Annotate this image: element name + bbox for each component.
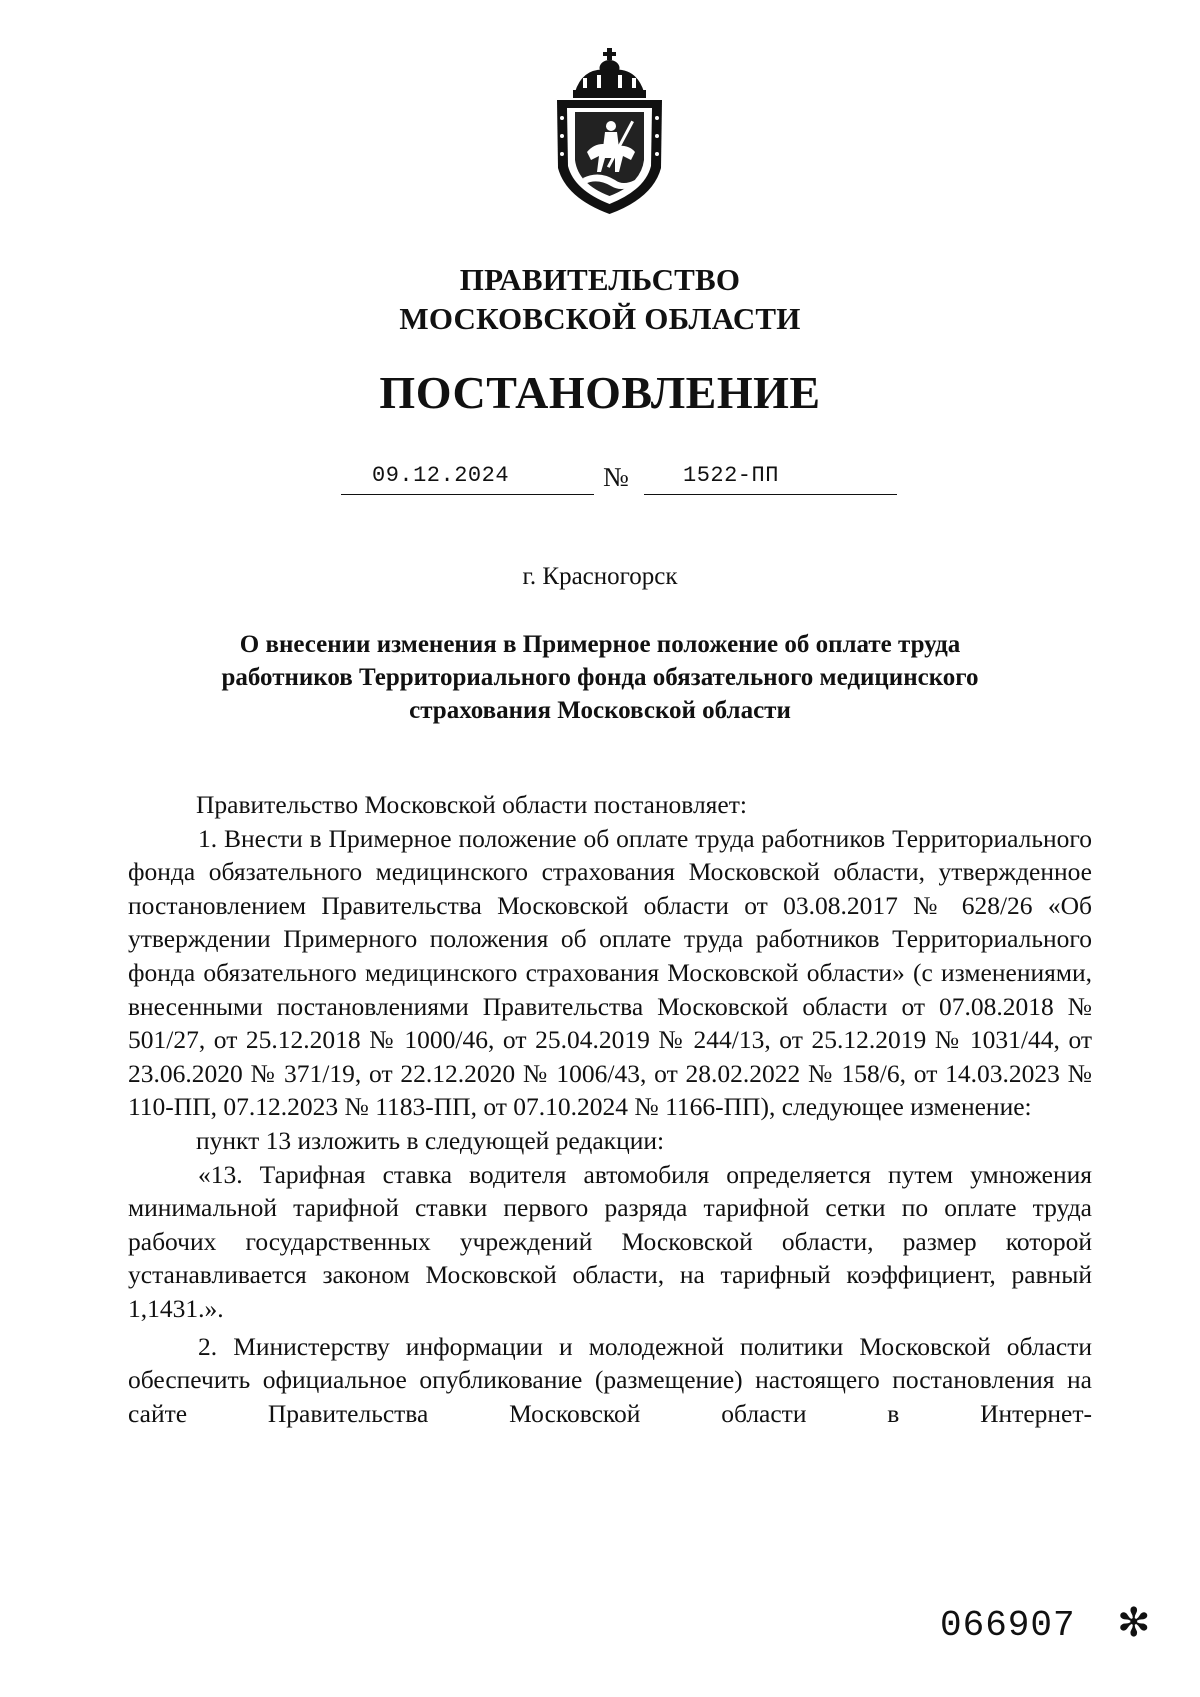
title-line: О внесении изменения в Примерное положение об оплате труда xyxy=(239,631,961,658)
document-date: 09.12.2024 xyxy=(372,463,510,488)
title-line: работников Территориального фонда обязательного медицинского xyxy=(221,664,979,691)
organization-name-line1: ПРАВИТЕЛЬСТВО xyxy=(459,262,741,297)
title-line: страхования Московской области xyxy=(409,697,791,724)
intro-paragraph: Правительство Московской области постановляет: xyxy=(196,790,747,819)
paragraph-13-text: «13. Тарифная ставка водителя автомобиля определяется путем умножения минимальной тарифной ставки первого разряда тарифной сетки по оплате труда рабочих государственных учреждений Московской области, размер которой устанавливается законом Московской области, на тарифный коэффициент, равный 1,1431.». xyxy=(128,1159,1092,1323)
document-body xyxy=(128,788,1092,1430)
paragraph-2: 2. Министерству информации и молодежной политики Московской области обеспечить официальное опубликование (размещение) настоящего постановления на сайте Правительства Московской области в Интернет- xyxy=(128,1331,1092,1428)
document-title xyxy=(150,628,1050,727)
paragraph-point-13: пункт 13 изложить в следующей редакции: xyxy=(196,1125,665,1155)
paragraph-1: 1. Внести в Примерное положение об оплате труда работников Территориального фонда обязательного медицинского страхования Московской области, утвержденное постановлением Правительства Московской области от 03.08.2017 № 628/26 «Об утверждении Примерного положения об оплате труда работников Территориального фонда обязательного медицинского страхования Московской области» (с изменениями, внесенными постановлениями Правительства Московской области от 07.08.2018 № 501/27, от 25.12.2018 № 1000/46, от 25.04.2019 № 244/13, от 25.12.2019 № 1031/44, от 23.06.2020 № 371/19, от 22.12.2020 № 1006/43, от 28.02.2022 № 158/6, от 14.03.2023 № 110-ПП, 07.12.2023 № 1183-ПП, от 07.10.2024 № 1166-ПП), следующее изменение: xyxy=(128,823,1092,1122)
organization-name-line2: МОСКОВСКОЙ ОБЛАСТИ xyxy=(399,301,801,336)
document-number: 1522-ПП xyxy=(683,463,779,488)
date-underline xyxy=(341,494,594,495)
number-underline xyxy=(644,494,897,495)
number-sign: № xyxy=(603,462,629,492)
serial-number: 066907 xyxy=(940,1605,1076,1646)
moscow-oblast-coat-of-arms-icon xyxy=(553,48,666,218)
document-type: ПОСТАНОВЛЕНИЕ xyxy=(379,367,821,418)
city: г. Красногорск xyxy=(522,563,678,590)
asterisk-icon: ✻ xyxy=(1117,1600,1151,1646)
